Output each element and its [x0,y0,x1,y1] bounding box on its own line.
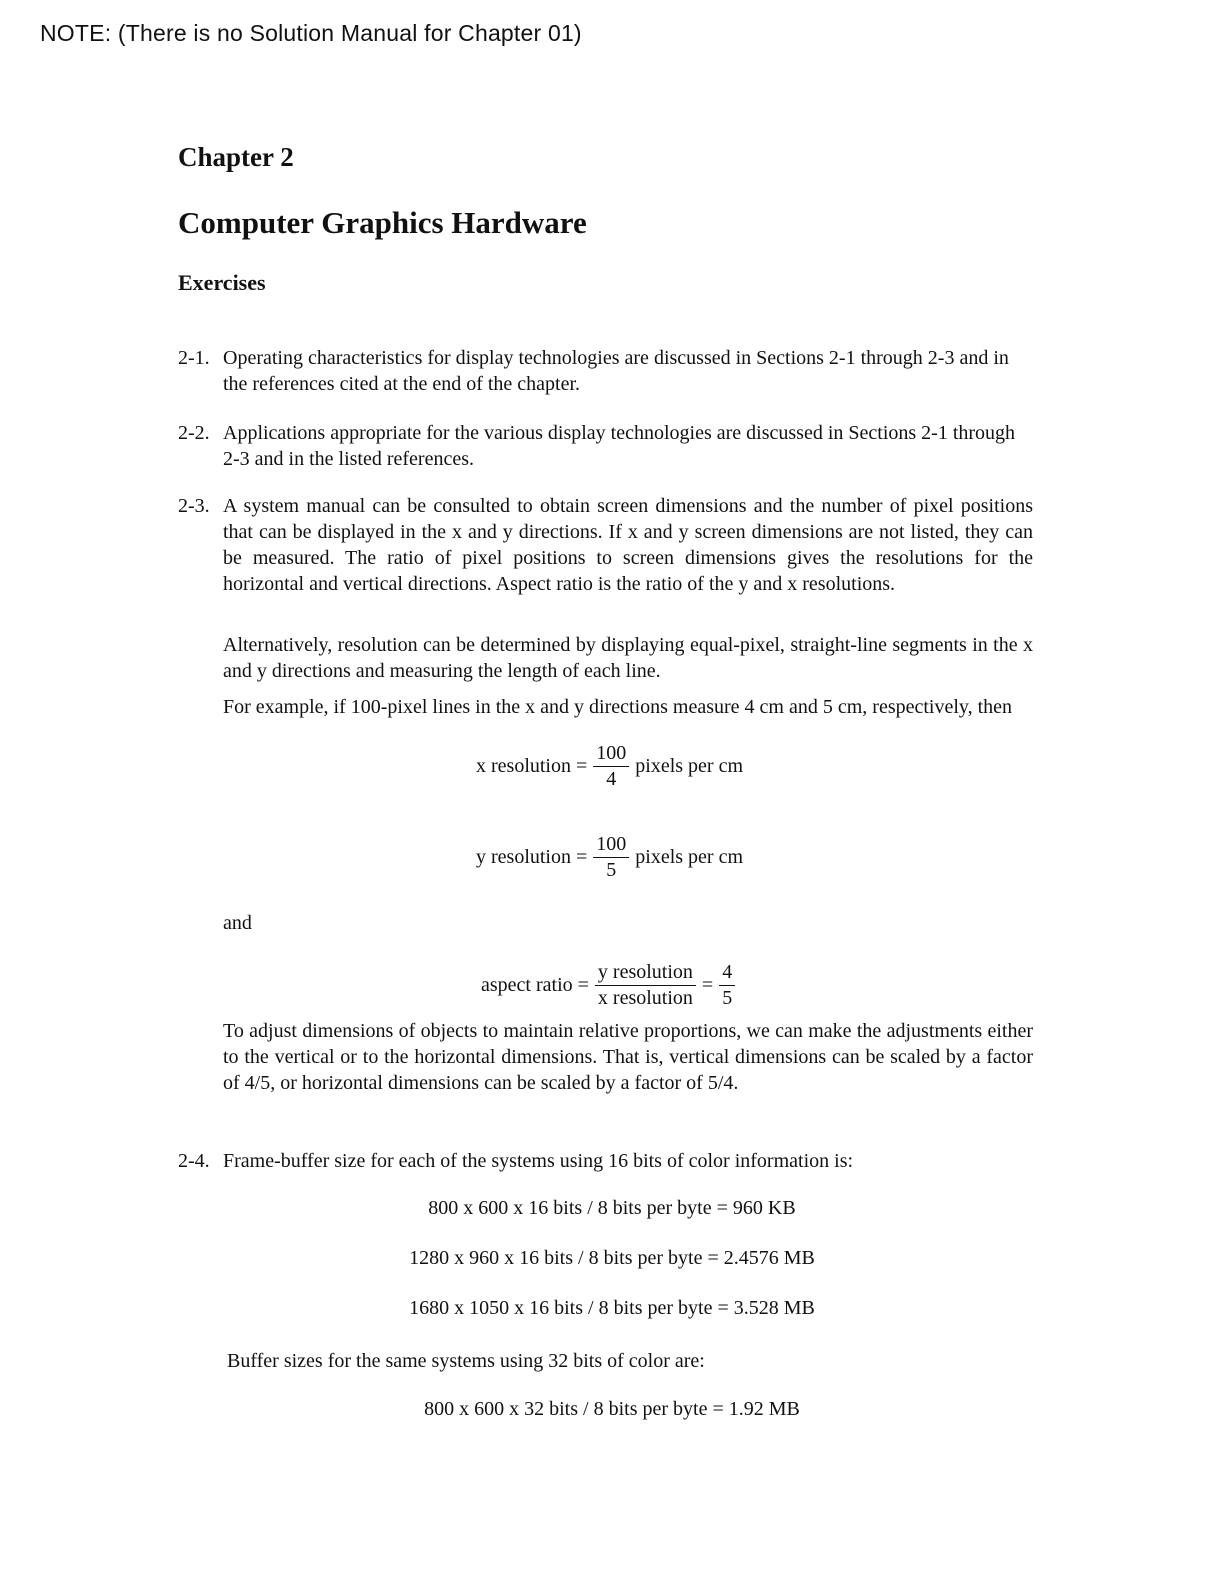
chapter-label: Chapter 2 [178,142,294,172]
buffer-size-line: 800 x 600 x 32 bits / 8 bits per byte = 1.92 MB [424,1398,800,1420]
buffer-size-line: 1280 x 960 x 16 bits / 8 bits per byte = 2.4576 MB [409,1247,815,1269]
exercise-text-2-2: Applications appropriate for the various display technologies are discussed in Sections 2-1 through 2-3 and in the listed references. [223,422,1016,470]
equation-x-resolution [476,741,743,792]
fraction-denominator: x resolution [597,987,693,1009]
equation-lhs: y resolution = [476,846,588,868]
fraction-numerator: y resolution [595,960,696,986]
chapter-title: Computer Graphics Hardware [178,205,587,240]
exercise-2-3-paragraph-2: Alternatively, resolution can be determined by displaying equal-pixel, straight-line segments in the x and y directions and measuring the length of each line. [223,634,1033,682]
buffer-size-line: 1680 x 1050 x 16 bits / 8 bits per byte = 3.528 MB [409,1297,815,1319]
exercise-2-3-paragraph-4: To adjust dimensions of objects to maintain relative proportions, we can make the adjustments either to the vertical or to the horizontal dimensions. That is, vertical dimensions can be scaled by a factor of 4/5, or horizontal dimensions can be scaled by a factor of 5/4. [223,1020,1033,1094]
fraction-denominator: 4 [606,768,617,790]
equation-rhs: pixels per cm [635,846,744,868]
equation-rhs: pixels per cm [635,755,744,777]
fraction-denominator: 5 [606,859,617,881]
exercise-text-2-1: Operating characteristics for display technologies are discussed in Sections 2-1 through 2-3 and in the references cited at the end of the chapter. [223,347,1009,395]
fraction [595,960,696,1011]
fraction [593,741,629,792]
fraction-denominator: 5 [722,987,733,1009]
equation-lhs: aspect ratio = [481,974,589,996]
section-heading: Exercises [178,270,266,295]
header-note: NOTE: (There is no Solution Manual for Chapter 01) [40,20,582,46]
fraction [719,960,735,1011]
exercise-number-2-1: 2-1. [178,347,210,369]
exercise-2-4-intro: Frame-buffer size for each of the systems using 16 bits of color information is: [223,1150,854,1172]
fraction [593,832,629,883]
exercise-2-3-paragraph-3: For example, if 100-pixel lines in the x and y directions measure 4 cm and 5 cm, respectively, then [223,696,1013,718]
buffer-size-line: 800 x 600 x 16 bits / 8 bits per byte = 960 KB [428,1197,796,1219]
exercise-2-4-intro-32bit: Buffer sizes for the same systems using 32 bits of color are: [227,1350,705,1372]
exercise-number-2-2: 2-2. [178,422,210,444]
fraction-numerator: 100 [593,741,629,767]
equals-sign: = [701,974,714,996]
fraction-numerator: 4 [719,960,735,986]
exercise-2-3-paragraph-1: A system manual can be consulted to obtain screen dimensions and the number of pixel positions that can be displayed in the x and y directions. If x and y screen dimensions are not listed, they can be measured. The ratio of pixel positions to screen dimensions gives the resolutions for the horizontal and vertical directions. Aspect ratio is the ratio of the y and x resolutions. [223,495,1033,595]
connector-and: and [223,912,252,934]
equation-lhs: x resolution = [476,755,588,777]
equation-y-resolution [476,832,743,883]
fraction-numerator: 100 [593,832,629,858]
equation-aspect-ratio [481,960,741,1011]
exercise-number-2-3: 2-3. [178,495,210,517]
exercise-number-2-4: 2-4. [178,1150,210,1172]
